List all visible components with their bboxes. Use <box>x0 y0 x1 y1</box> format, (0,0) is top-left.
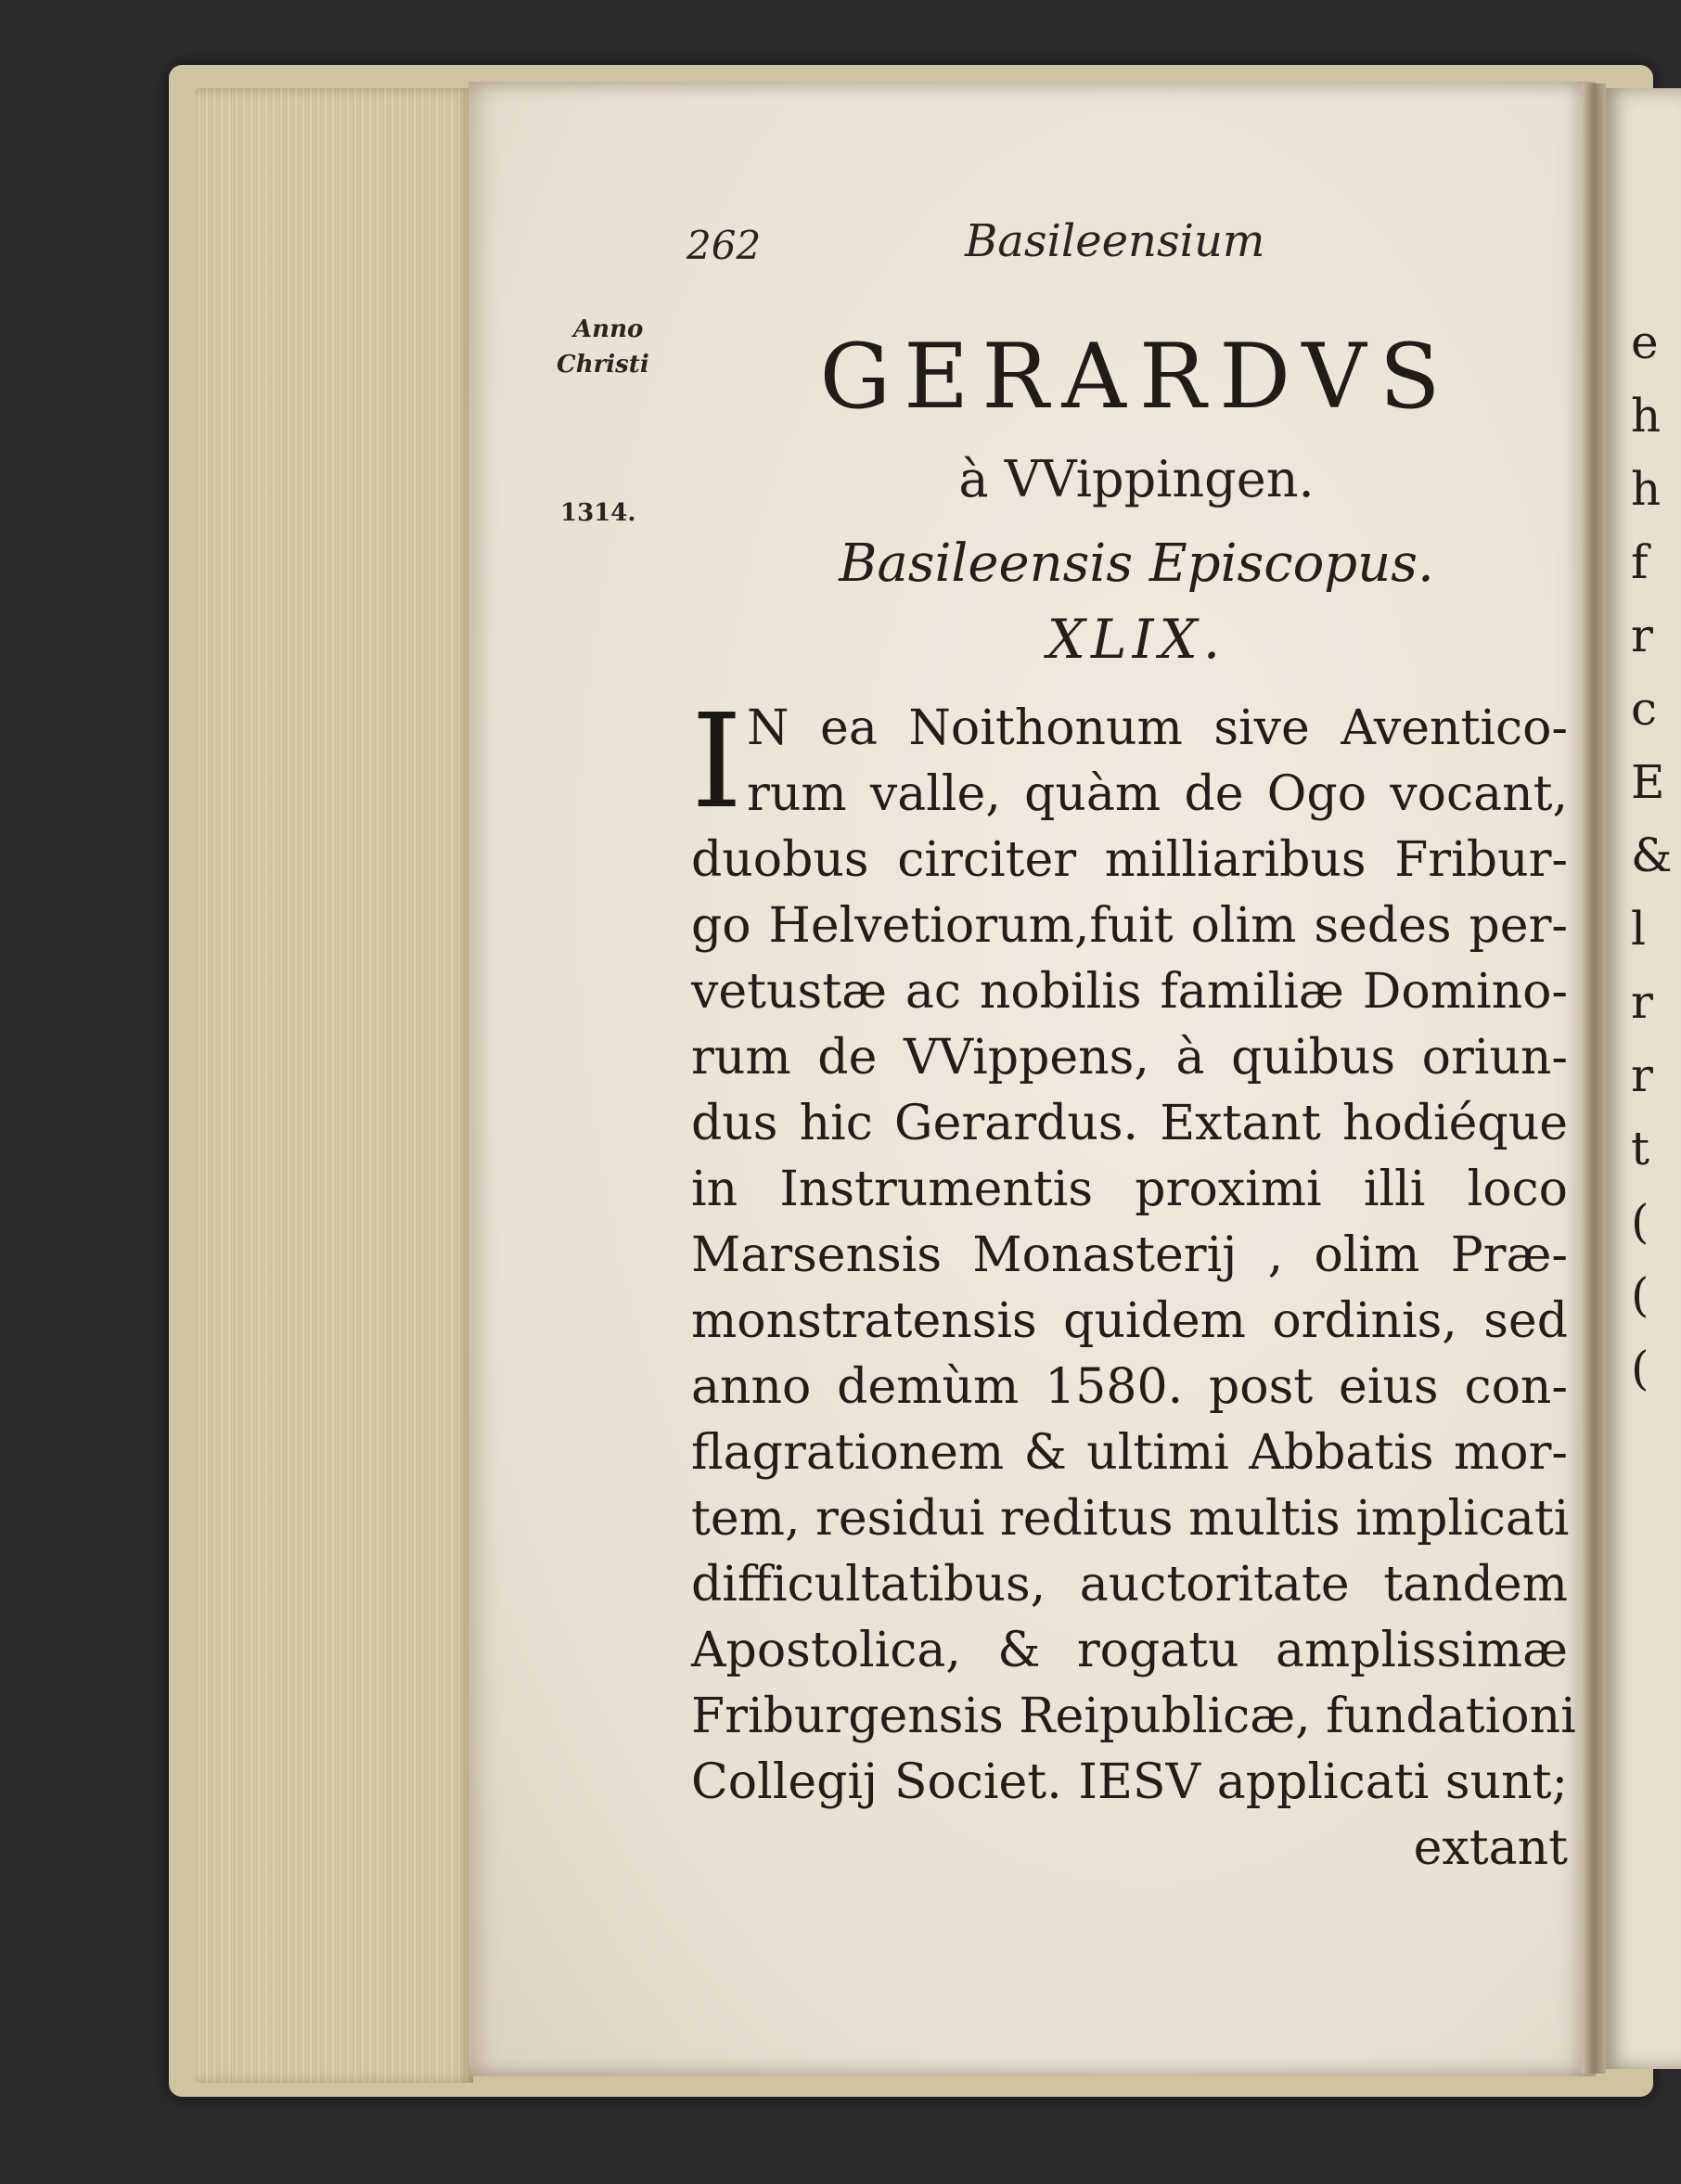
text-line: go Helvetiorum,fuit olim sedes per- <box>691 898 1568 954</box>
text-line: rum valle, quàm de Ogo vocant, <box>747 766 1568 822</box>
body-text <box>691 687 1576 1882</box>
facing-letter: f <box>1631 535 1649 589</box>
text-line: duobus circiter milliaribus Fribur- <box>691 832 1568 888</box>
facing-letter: ( <box>1631 1342 1649 1395</box>
drop-cap: I <box>691 687 743 838</box>
facing-letter: ( <box>1631 1195 1649 1249</box>
text-line: rum de VVippens, à quibus oriun- <box>691 1030 1568 1086</box>
page-edges <box>195 88 473 2083</box>
gutter <box>1582 84 1606 2074</box>
text-line: Apostolica, & rogatu amplissimæ <box>691 1623 1568 1678</box>
text-line: N ea Noithonum sive Aventico- <box>747 700 1568 756</box>
facing-page-letters <box>1631 306 1673 1406</box>
page-number: 262 <box>687 223 762 268</box>
text-line: vetustæ ac nobilis familiæ Domino- <box>691 964 1568 1020</box>
margin-note-christi: Christi <box>557 351 649 379</box>
facing-letter: r <box>1631 975 1653 1029</box>
text-line: dus hic Gerardus. Extant hodiéque <box>691 1096 1568 1151</box>
facing-letter: h <box>1631 389 1662 443</box>
facing-letter: c <box>1631 682 1658 736</box>
text-line: monstratensis quidem ordinis, sed <box>691 1293 1568 1349</box>
margin-note-anno: Anno <box>573 315 644 343</box>
facing-letter: h <box>1631 462 1662 516</box>
facing-letter: r <box>1631 609 1653 662</box>
facing-letter: E <box>1631 755 1665 809</box>
catchword: extant <box>1413 1820 1568 1876</box>
facing-letter: & <box>1631 829 1673 882</box>
text-line: Marsensis Monasterij , olim Præ- <box>691 1227 1568 1283</box>
entry-office: Basileensis Episcopus. <box>839 533 1434 594</box>
text-line: anno demùm 1580. post eius con- <box>691 1359 1568 1415</box>
entry-title: GERARDVS <box>819 325 1454 429</box>
text-line: Friburgensis Reipublicæ, fundationi <box>691 1689 1576 1744</box>
text-line: in Instrumentis proximi illi loco <box>691 1162 1568 1217</box>
margin-note-year: 1314. <box>560 499 636 527</box>
text-line: difficultatibus, auctoritate tandem <box>691 1557 1568 1612</box>
running-title: Basileensium <box>965 215 1265 267</box>
entry-number: XLIX. <box>1046 608 1226 671</box>
text-line: Collegij Societ. IESV applicati sunt; <box>691 1754 1568 1810</box>
facing-letter: ( <box>1631 1268 1649 1322</box>
facing-letter: e <box>1631 315 1659 369</box>
facing-letter: r <box>1631 1048 1653 1102</box>
facing-letter: t <box>1631 1122 1650 1176</box>
facing-letter: l <box>1631 902 1646 956</box>
text-line: tem, residui reditus multis implicati <box>691 1491 1570 1547</box>
text-line: flagrationem & ultimi Abbatis mor- <box>691 1425 1568 1481</box>
entry-subtitle: à VVippingen. <box>958 450 1315 508</box>
